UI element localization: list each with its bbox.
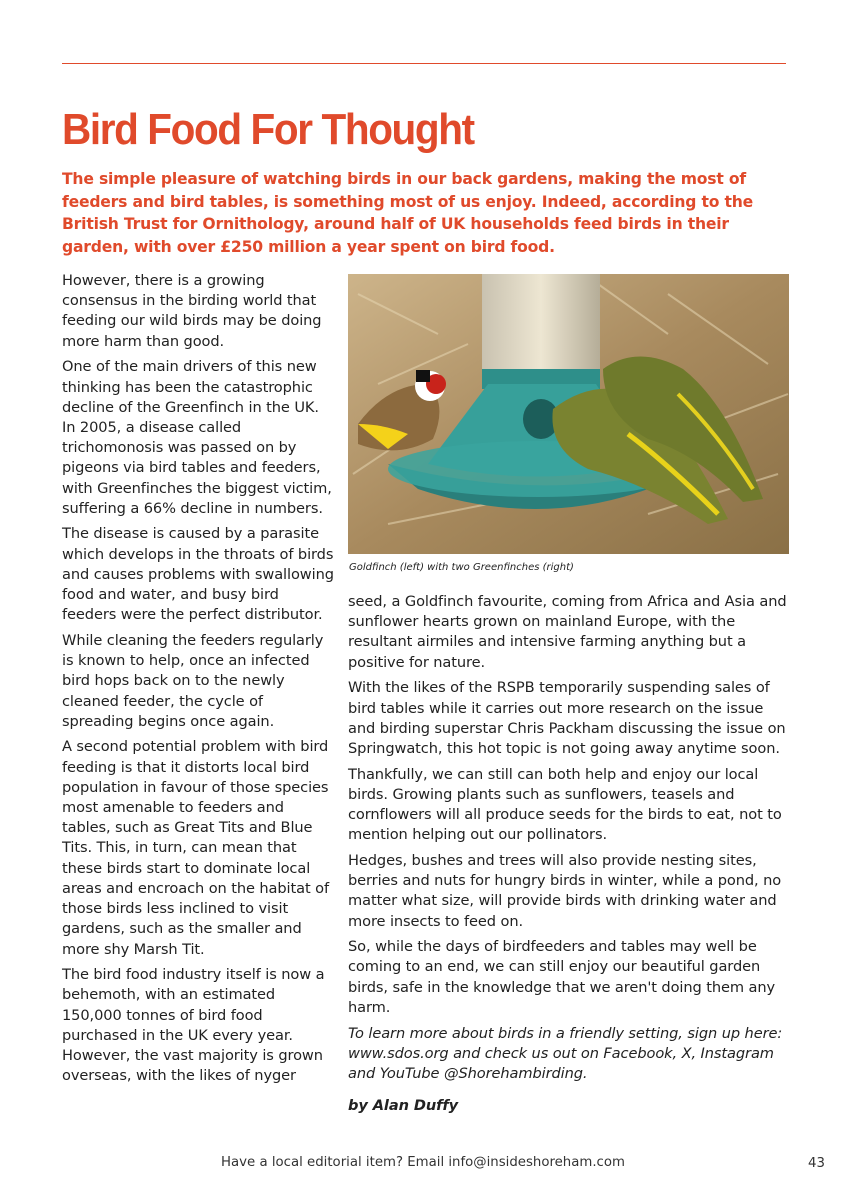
right-paragraph-5: So, while the days of birdfeeders and tables may well be coming to an end, we can still enjoy our beautiful garden birds, safe in the knowledge that we aren't doing them any harm. [348, 938, 776, 1016]
top-rule [62, 63, 786, 64]
left-paragraph-1: However, there is a growing consensus in the birding world that feeding our wild birds may be doing more harm than good. [62, 272, 322, 350]
article-standfirst: The simple pleasure of watching birds in our back gardens, making the most of feeders and bird tables, is something most of us enjoy. Indeed, according to the British Trust for Ornithology, around half of UK households feed birds in their garden, with over £250 million a year spent on bird food. [62, 170, 754, 256]
right-paragraph-3: Thankfully, we can still can both help and enjoy our local birds. Growing plants such as sunflowers, teasels and cornflowers will all produce seeds for the birds to eat, not to mention helping out our pollinators. [348, 765, 782, 844]
article-title: Bird Food For Thought [62, 105, 474, 154]
right-paragraph-4: Hedges, bushes and trees will also provide nesting sites, berries and nuts for hungry birds in winter, while a pond, no matter what size, will provide birds with drinking water and more insects to feed on. [348, 851, 782, 930]
page-number: 43 [808, 1156, 825, 1171]
left-paragraph-2: One of the main drivers of this new thinking has been the catastrophic decline of the Greenfinch in the UK. In 2005, a disease called trichomonosis was passed on by pigeons via bird tables and feeders, with Greenfinches the biggest victim, suffering a 66% decline in numbers. [62, 358, 332, 517]
left-paragraph-6: The bird food industry itself is now a behemoth, with an estimated 150,000 tonnes of bird food purchased in the UK every year. However, the vast majority is grown overseas, with the likes of nyger [62, 966, 325, 1085]
left-paragraph-5: A second potential problem with bird feeding is that it distorts local bird population in favour of those species most amenable to feeders and tables, such as Great Tits and Blue Tits. This, in turn, can mean that these birds start to dominate local areas and encroach on the habitat of those birds less inclined to visit gardens, such as the smaller and more shy Marsh Tit. [62, 738, 330, 958]
byline: by Alan Duffy [348, 1097, 459, 1115]
photo-caption: Goldfinch (left) with two Greenfinches (right) [349, 562, 574, 573]
right-column [348, 592, 790, 1122]
left-column [62, 271, 334, 1092]
right-paragraph-1: seed, a Goldfinch favourite, coming from Africa and Asia and sunflower hearts grown on mainland Europe, with the resultant airmiles and intensive farming anything but a positive for nature. [348, 593, 787, 671]
left-paragraph-4: While cleaning the feeders regularly is known to help, once an infected bird hops back on to the newly cleaned feeder, the cycle of spreading begins once again. [62, 631, 324, 730]
footer-text: Have a local editorial item? Email info@insideshoreham.com [221, 1155, 625, 1170]
bird-feeder-photo [348, 274, 789, 554]
call-to-action: To learn more about birds in a friendly setting, sign up here: www.sdos.org and check us out on Facebook, X, Instagram and YouTube @Shorehambirding. [348, 1024, 783, 1082]
left-paragraph-3: The disease is caused by a parasite which develops in the throats of birds and causes problems with swallowing food and water, and busy bird feeders were the perfect distributor. [62, 525, 334, 624]
right-paragraph-2: With the likes of the RSPB temporarily suspending sales of bird tables while it carries out more research on the issue and birding superstar Chris Packham discussing the issue on Springwatch, this hot topic is not going away anytime soon. [348, 679, 786, 757]
